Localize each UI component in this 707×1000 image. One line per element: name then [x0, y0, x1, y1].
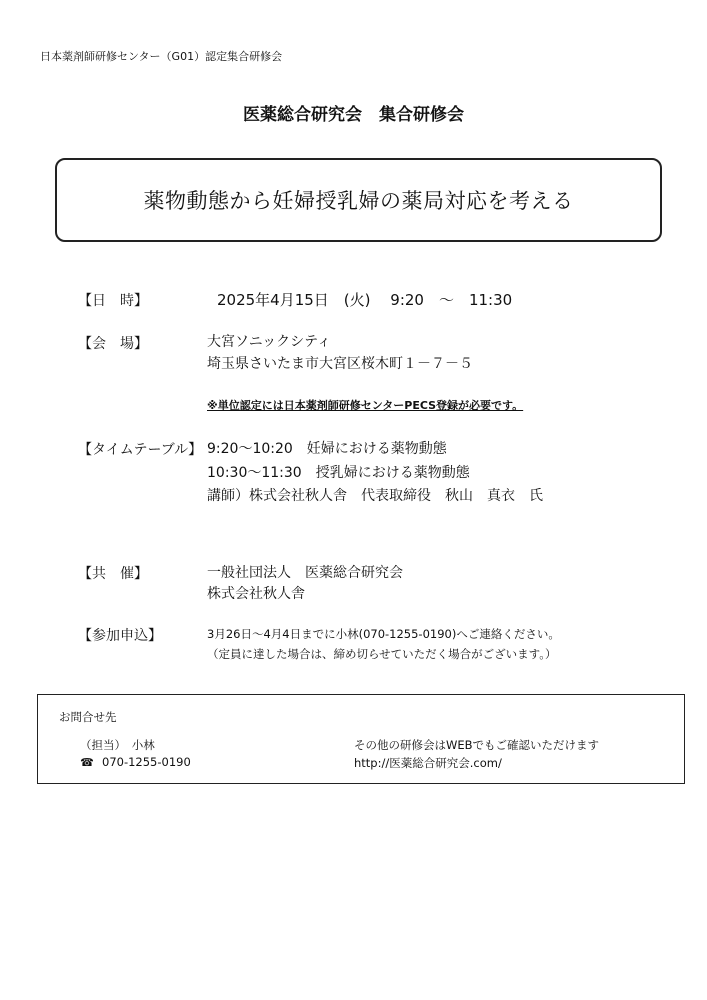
venue-name: 大宮ソニックシティ	[207, 334, 332, 350]
organizer-2: 株式会社秋人舎	[207, 586, 305, 602]
contact-box	[37, 694, 685, 784]
timetable-session-2: 10:30～11:30 授乳婦における薬物動態	[207, 465, 470, 481]
datetime-label: 【日 時】	[78, 293, 148, 309]
contact-phone-row	[80, 755, 191, 769]
contact-phone: 070-1255-0190	[102, 755, 191, 769]
title-box	[55, 158, 662, 242]
datetime-value: 2025年4月15日 (火) 9:20 ～ 11:30	[217, 291, 513, 309]
venue-label: 【会 場】	[78, 336, 148, 352]
organizer-1: 一般社団法人 医薬総合研究会	[207, 565, 403, 581]
contact-person: （担当） 小林	[80, 738, 155, 752]
web-note: その他の研修会はWEBでもご確認いただけます	[354, 738, 600, 752]
website-url[interactable]: http://医薬総合研究会.com/	[354, 756, 502, 770]
organizer-label: 【共 催】	[78, 566, 148, 582]
organization-title: 医薬総合研究会 集合研修会	[243, 105, 464, 125]
contact-heading: お問合せ先	[59, 710, 117, 724]
main-title: 薬物動態から妊婦授乳婦の薬局対応を考える	[143, 189, 574, 213]
timetable-label: 【タイムテーブル】	[78, 442, 203, 458]
apply-capacity-note: （定員に達した場合は、締め切らせていただく場合がございます。）	[207, 647, 557, 661]
timetable-lecturer: 講師）株式会社秋人舎 代表取締役 秋山 真衣 氏	[207, 488, 543, 504]
header-note: 日本薬剤師研修センター（G01）認定集合研修会	[40, 50, 283, 63]
telephone-icon: ☎	[80, 756, 94, 769]
pecs-note: ※単位認定には日本薬剤師研修センターPECS登録が必要です。	[207, 399, 524, 412]
timetable-session-1: 9:20～10:20 妊婦における薬物動態	[207, 441, 447, 457]
venue-address: 埼玉県さいたま市大宮区桜木町１－７－５	[207, 356, 473, 372]
apply-label: 【参加申込】	[78, 628, 162, 644]
apply-instructions: 3月26日～4月4日までに小林(070-1255-0190)へご連絡ください。	[207, 627, 560, 641]
